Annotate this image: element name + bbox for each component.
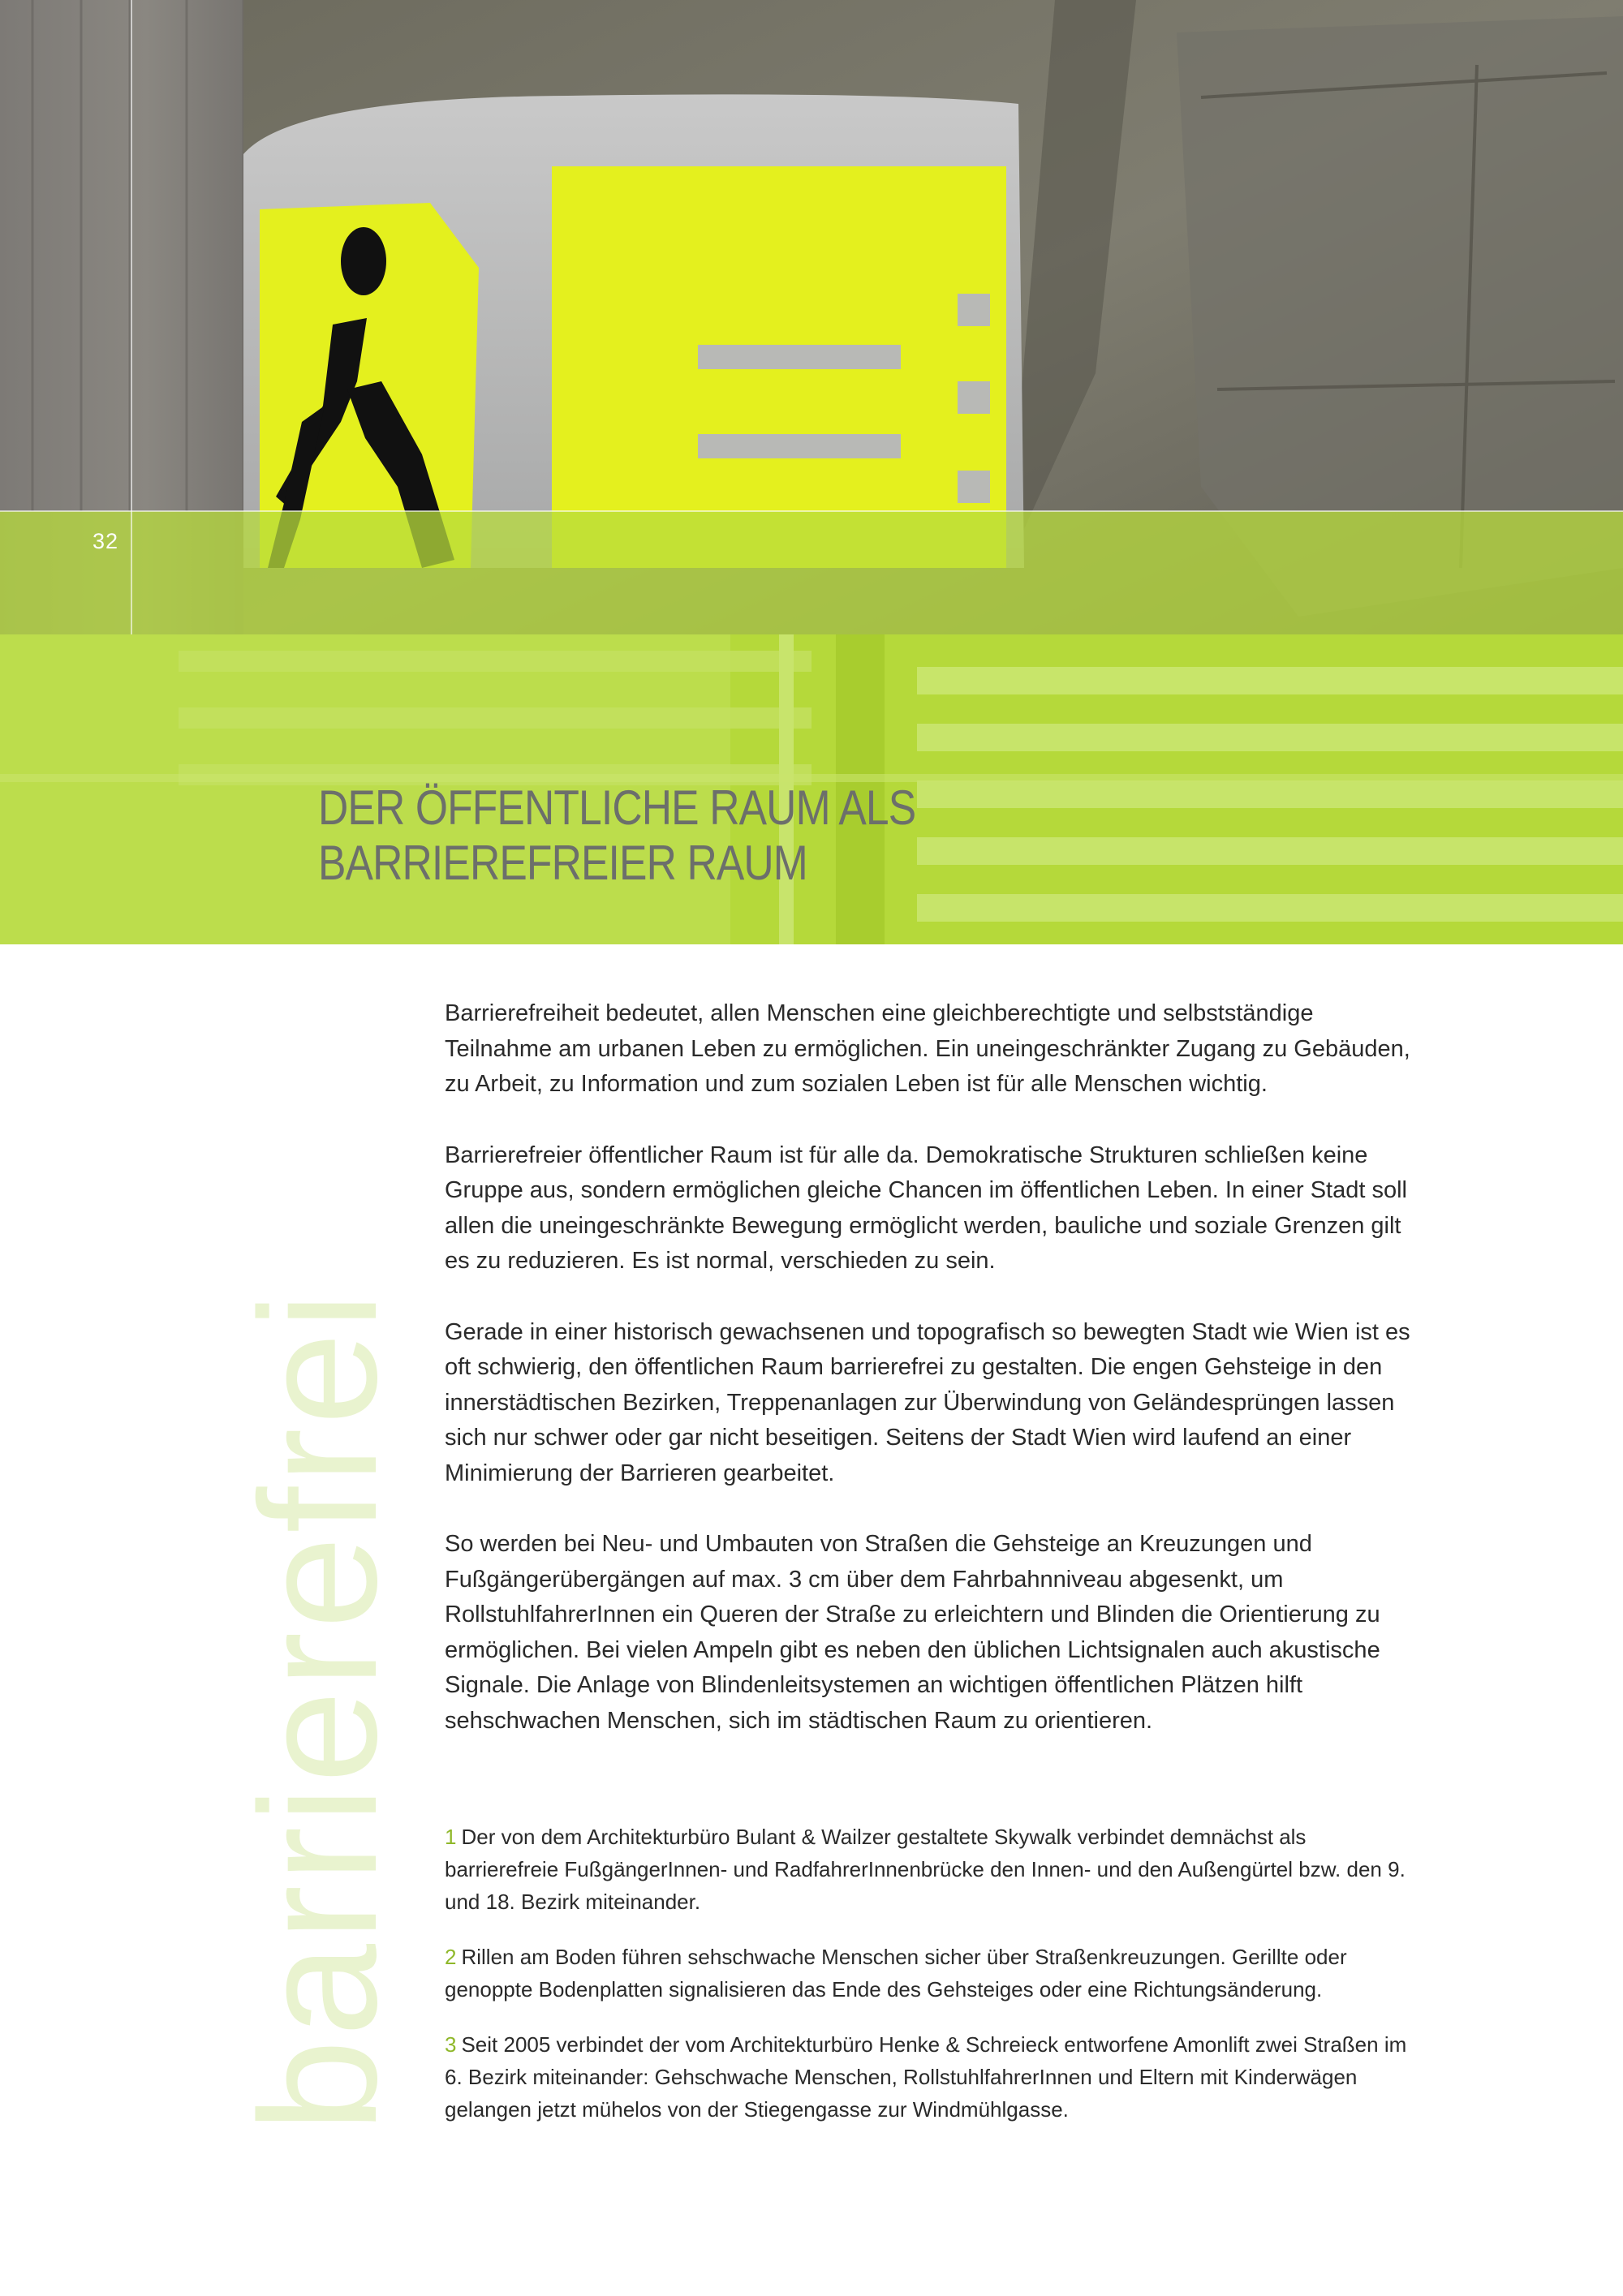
paragraph: Gerade in einer historisch gewachsenen und topografisch so bewegten Stadt wie Wien ist es oft schwierig, den öffentlichen Raum barrierefrei zu gestalten. Die engen Gehsteige in den innerstädtischen Bezirken, Treppenanlagen zur Überwindung von Geländesprüngen lassen sich nur schwer oder gar nicht beseitigen. Seitens der Stadt Wien wird laufend an einer Minimierung der Barrieren gearbeitet. bbox=[445, 1318, 1410, 1486]
note-number: 1 bbox=[445, 1825, 457, 1849]
header-photo bbox=[0, 0, 1623, 634]
note-number: 2 bbox=[445, 1945, 457, 1969]
note-text: Der von dem Architekturbüro Bulant & Wailzer gestaltete Skywalk verbindet demnächst als barrierefreie FußgängerInnen- und RadfahrerInnenbrücke den Innen- und den Außengürtel bzw. den 9. und 18. Bezirk miteinander. bbox=[445, 1825, 1406, 1914]
paragraph: So werden bei Neu- und Umbauten von Straßen die Gehsteige an Kreuzungen und Fußgängerübergängen auf max. 3 cm über dem Fahrbahnniveau abgesenkt, um RollstuhlfahrerInnen ein Queren der Straße zu erleichtern und Blinden die Orientierung zu ermöglichen. Bei vielen Ampeln gibt es neben den üblichen Lichtsignalen auch akustische Signale. Die Anlage von Blindenleitsystemen an wichtigen öffentlichen Plätzen hilft sehschwachen Menschen, sich im städtischen Raum zu orientieren. bbox=[445, 1531, 1380, 1734]
note-item bbox=[445, 1821, 1410, 1918]
note-number: 3 bbox=[445, 2032, 457, 2057]
note-text: Seit 2005 verbindet der vom Architekturbüro Henke & Schreieck entworfene Amonlift zwei Straßen im 6. Bezirk miteinander: Gehschwache Menschen, RollstuhlfahrerInnen und Eltern mit Kinderwägen gelangen jetzt mühelos von der Stiegengasse zur Windmühlgasse. bbox=[445, 2032, 1407, 2122]
note-item bbox=[445, 1941, 1410, 2006]
armband-photo-illustration bbox=[0, 0, 1623, 634]
page-title bbox=[318, 780, 1225, 891]
note-item bbox=[445, 2028, 1410, 2126]
side-watermark: barrierefrei bbox=[226, 1288, 411, 2132]
title-line-1: DER ÖFFENTLICHE RAUM ALS bbox=[318, 780, 916, 835]
paragraph: Barrierefreier öffentlicher Raum ist für alle da. Demokratische Strukturen schließen keine Gruppe aus, sondern ermöglichen gleiche Chancen im öffentlichen Leben. In einer Stadt soll allen die uneingeschränkte Bewegung ermöglicht werden, bauliche und soziale Grenzen gilt es zu reduzieren. Es ist normal, verschieden zu sein. bbox=[445, 1142, 1407, 1274]
page-number: 32 bbox=[93, 529, 119, 553]
note-text: Rillen am Boden führen sehschwache Menschen sicher über Straßenkreuzungen. Gerillte oder genoppte Bodenplatten signalisieren das Ende des Gehsteiges oder eine Richtungsänderung. bbox=[445, 1945, 1347, 2001]
body-text bbox=[445, 996, 1410, 1774]
paragraph: Barrierefreiheit bedeutet, allen Menschen eine gleichberechtigte und selbstständige Teilnahme am urbanen Leben zu ermöglichen. Ein uneingeschränkter Zugang zu Gebäuden, zu Arbeit, zu Information und zum sozialen Leben ist für alle Menschen wichtig. bbox=[445, 1000, 1410, 1097]
title-line-2: BARRIEREFREIER RAUM bbox=[318, 835, 807, 890]
photo-notes bbox=[445, 1821, 1410, 2148]
